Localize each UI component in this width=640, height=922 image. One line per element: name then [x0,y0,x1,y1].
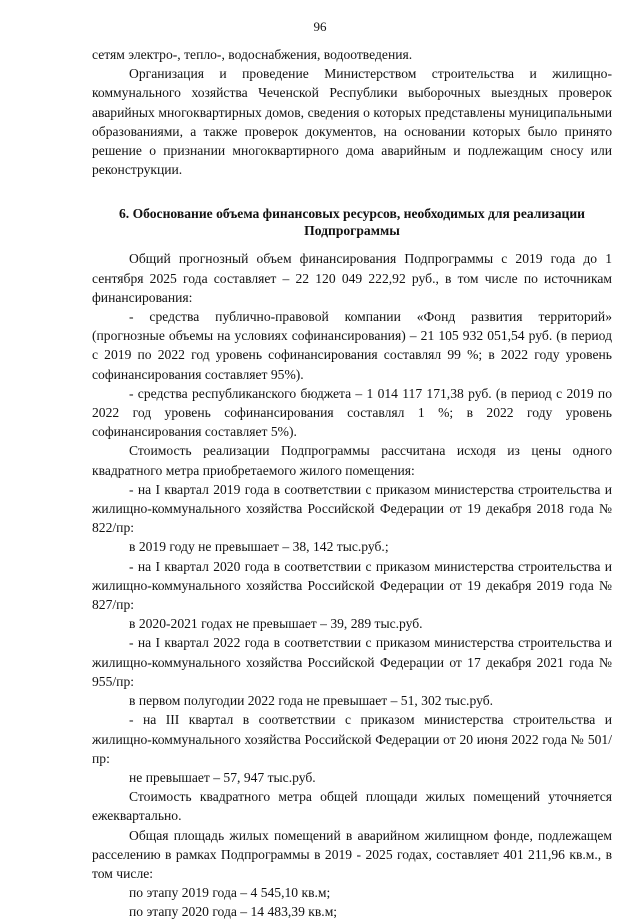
list-item: - на I квартал 2019 года в соответствии с приказом министерства строительства и жилищно-коммунального хозяйства Российской Федерации от 19 декабря 2018 года № 822/пр: [92,481,612,536]
paragraph: Организация и проведение Министерством строительства и жилищно-коммунального хозяйства Чеченской Республики выборочных выездных проверок аварийных многоквартирных домов, сведения о которых представлены муниципальными образованиями, а также проверок документов, на основании которых было принято решение о признании многоквартирного дома аварийным и подлежащим сносу или реконструкции. [92,66,612,178]
paragraph: Стоимость реализации Подпрограммы рассчитана исходя из цены одного квадратного метра приобретаемого жилого помещения: [92,443,612,478]
document-body [92,45,612,922]
paragraph: Общая площадь жилых помещений в аварийном жилищном фонде, подлежащем расселению в рамках Подпрограммы в 2019 - 2025 годах, составляет 401 211,96 кв.м., в том числе: [92,827,612,881]
paragraph: Стоимость квадратного метра общей площади жилых помещений уточняется ежеквартально. [92,789,612,824]
list-item: - на I квартал 2022 года в соответствии с приказом министерства строительства и жилищно-коммунального хозяйства Российской Федерации от 17 декабря 2021 года № 955/пр: [92,635,612,689]
price-line: не превышает – 57, 947 тыс.руб. [129,769,316,785]
list-item: - на I квартал 2020 года в соответствии с приказом министерства строительства и жилищно-коммунального хозяйства Российской Федерации от 19 декабря 2019 года № 827/пр: [92,558,612,613]
list-item: - средства публично-правовой компании «Фонд развития территорий» (прогнозные объемы на условиях софинансирования) – 21 105 932 051,54 руб. (в период с 2019 по 2022 год уровень софинансирования составлял 99 %; в 2022 году уровень софинансирования составляет 95%). [92,309,612,382]
price-line: в первом полугодии 2022 года не превышает – 51, 302 тыс.руб. [129,693,494,709]
page-number: 96 [313,19,327,34]
paragraph: сетям электро-, тепло-, водоснабжения, водоотведения. [92,47,413,62]
price-line: в 2020-2021 годах не превышает – 39, 289 тыс.руб. [129,616,423,632]
stage-line: по этапу 2019 года – 4 545,10 кв.м; [129,885,331,901]
price-line: в 2019 году не превышает – 38, 142 тыс.руб.; [129,539,389,555]
paragraph: Общий прогнозный объем финансирования Подпрограммы с 2019 года до 1 сентября 2025 года составляет – 22 120 049 222,92 руб., в том числе по источникам финансирования: [92,251,612,305]
list-item: - средства республиканского бюджета – 1 014 117 171,38 руб. (в период с 2019 по 2022 год уровень софинансирования составлял 1 %; в 2022 году уровень софинансирования составляет 5%). [92,385,612,440]
list-item: - на III квартал в соответствии с приказом министерства строительства и жилищно-коммунального хозяйства Российской Федерации от 20 июня 2022 года № 501/пр: [92,712,612,766]
stage-line: по этапу 2020 года – 14 483,39 кв.м; [129,904,338,920]
section-heading: 6. Обоснование объема финансовых ресурсов, необходимых для реализации Подпрограммы [118,206,586,239]
